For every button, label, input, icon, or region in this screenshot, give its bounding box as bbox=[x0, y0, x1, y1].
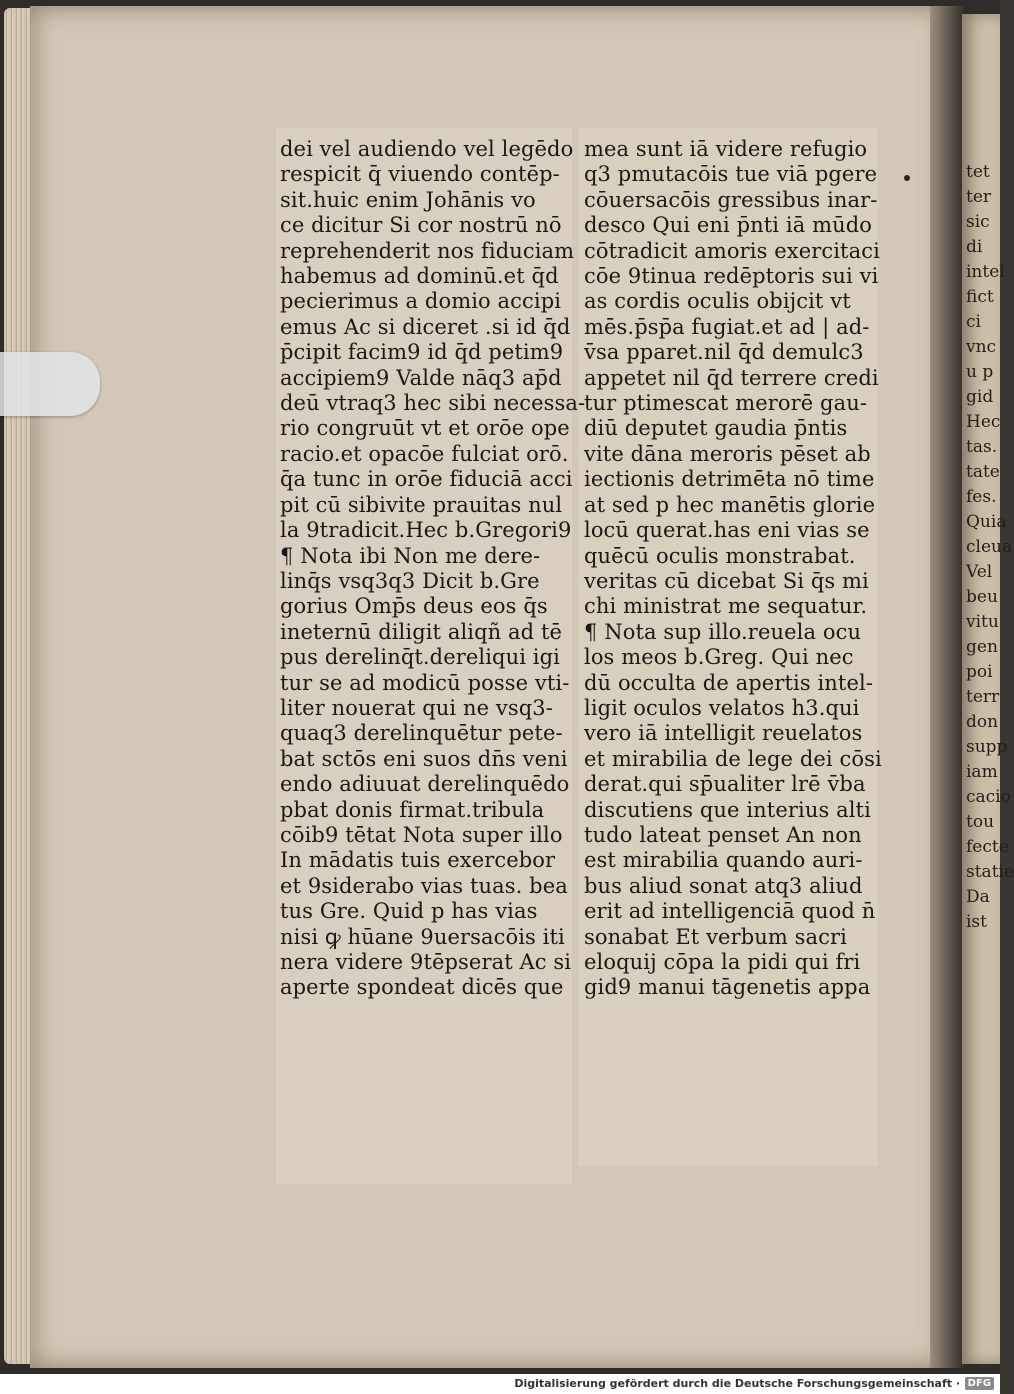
right-column-line: los meos b.Greg. Qui nec bbox=[584, 645, 854, 670]
right-column-line: tur ptimescat merorē gau- bbox=[584, 391, 868, 416]
facing-page-fragment: gid bbox=[966, 387, 994, 407]
right-column-line: vero iā intelligit reuelatos bbox=[584, 721, 863, 746]
facing-page-fragment: sic bbox=[966, 212, 990, 232]
left-column-line: deū vtraq3 hec sibi necessa- bbox=[280, 391, 586, 416]
facing-page-fragment: fecte bbox=[966, 837, 1009, 857]
right-column-line: discutiens que interius alti bbox=[584, 797, 871, 822]
right-text-column bbox=[584, 137, 884, 1001]
left-column-line: gorius Omp̄s deus eos q̄s bbox=[280, 594, 548, 619]
left-column-line: nisi ꝙ hūane 9uersacōis iti bbox=[280, 924, 565, 949]
facing-page-fragment: ci bbox=[966, 312, 981, 332]
right-column-line: derat.qui sp̄ualiter lrē v̄ba bbox=[584, 772, 866, 797]
facing-page-fragment: poi bbox=[966, 662, 993, 682]
right-column-line: tudo lateat penset An non bbox=[584, 822, 862, 847]
facing-page-fragment: u p bbox=[966, 362, 994, 382]
left-column-line: reprehenderit nos fiduciam bbox=[280, 238, 575, 263]
facing-page-fragment: vnc bbox=[966, 337, 997, 357]
left-column-line: et 9siderabo vias tuas. bea bbox=[280, 873, 568, 898]
right-column-line: bus aliud sonat atq3 aliud bbox=[584, 873, 863, 898]
left-column-line: aperte spondeat dicēs que bbox=[280, 975, 564, 1000]
right-column-line: mea sunt iā videre refugio bbox=[584, 137, 868, 161]
facing-page-fragment: Hec bbox=[966, 412, 1001, 432]
right-column-line: appetet nil q̄d terrere credi bbox=[584, 365, 879, 390]
facing-page-fragment: Quia bbox=[966, 512, 1007, 532]
left-column-line: la 9tradicit.Hec b.Gregori9 bbox=[280, 518, 572, 543]
right-column-line: chi ministrat me sequatur. bbox=[584, 594, 868, 619]
left-column-line: nera videre 9tēpserat Ac si bbox=[280, 950, 572, 974]
left-column-line: cōib9 tētat Nota super illo bbox=[280, 822, 563, 847]
facing-page-fragment: don bbox=[966, 712, 999, 732]
right-column-line: cōtradicit amoris exercitaci bbox=[584, 238, 880, 263]
book-gutter bbox=[930, 6, 966, 1368]
left-column-line: p̄cipit facim9 id q̄d petim9 bbox=[280, 340, 564, 365]
right-column-line: veritas cū dicebat Si q̄s mi bbox=[584, 568, 869, 593]
left-column-line: quaq3 derelinquētur pete- bbox=[280, 721, 563, 746]
left-column-line: tus Gre. Quid p has vias bbox=[280, 899, 538, 924]
facing-page-fragment: di bbox=[966, 237, 983, 257]
facing-page-fragment: fict bbox=[966, 287, 994, 307]
right-column-line: desco Qui eni p̄nti iā mūdo bbox=[584, 213, 873, 238]
facing-page-fragment: fes. bbox=[966, 487, 997, 507]
right-column-line: ligit oculos velatos h3.qui bbox=[584, 695, 860, 720]
right-column-line: iectionis detrimēta nō time bbox=[584, 467, 875, 492]
facing-page-fragment: terr bbox=[966, 687, 1000, 707]
left-column-line: accipiem9 Valde nāq3 ap̄d bbox=[280, 365, 562, 390]
facing-page-fragment: tate bbox=[966, 462, 1000, 482]
right-column-line: sonabat Et verbum sacri bbox=[584, 924, 847, 949]
right-column-line: quēcū oculis monstrabat. bbox=[584, 543, 856, 568]
left-column-line: In mādatis tuis exercebor bbox=[280, 848, 556, 873]
left-column-line: racio.et opacōe fulciat orō. bbox=[280, 441, 569, 466]
facing-page-fragment: supp bbox=[966, 737, 1008, 757]
left-column-line: respicit q̄ viuendo contēp- bbox=[280, 162, 560, 187]
left-column-line: emus Ac si diceret .si id q̄d bbox=[280, 314, 571, 339]
right-column-line: cōe 9tinua redēptoris sui vi bbox=[584, 264, 879, 289]
right-column-line: v̄sa pparet.nil q̄d demulc3 bbox=[584, 340, 864, 365]
right-column-line: vite dāna meroris pēset ab bbox=[584, 441, 871, 466]
facing-page-fragment: Vel bbox=[966, 562, 993, 582]
footer-credit: Digitalisierung gefördert durch die Deutsche Forschungsgemeinschaft · bbox=[514, 1377, 960, 1390]
facing-page-fragment: cleua bbox=[966, 537, 1013, 557]
facing-page-fragment: statie bbox=[966, 862, 1014, 882]
facing-page-fragment: vitu bbox=[966, 612, 999, 632]
facing-page-fragment: cacio bbox=[966, 787, 1011, 807]
left-text-column bbox=[280, 137, 586, 1001]
right-column-line: eloquij cōpa la pidi qui fri bbox=[584, 950, 861, 974]
facing-page-fragment: intel bbox=[966, 262, 1005, 282]
facing-page-fragment: beu bbox=[966, 587, 998, 607]
left-column-line: tur se ad modicū posse vti- bbox=[280, 670, 570, 695]
left-column-line: bat sctōs eni suos dn̄s veni bbox=[280, 746, 568, 771]
left-column-line: linq̄s vsq3q3 Dicit b.Gre bbox=[280, 568, 540, 593]
facing-page-fragment: tas. bbox=[966, 437, 998, 457]
left-column-line: ¶ Nota ibi Non me dere- bbox=[280, 543, 541, 568]
left-column-line: ineternū diligit aliqñ ad tē bbox=[280, 619, 563, 644]
right-column-line: gid9 manui tāgenetis appa bbox=[584, 975, 871, 1000]
left-column-line: pbat donis firmat.tribula bbox=[280, 797, 545, 822]
facing-page-fragment: tou bbox=[966, 812, 995, 832]
facing-page-text bbox=[966, 160, 1014, 935]
left-column-line: pecierimus a domio accipi bbox=[280, 289, 562, 314]
left-column-line: ce dicitur Si cor nostrū nō bbox=[280, 213, 562, 238]
facing-page-fragment: Da bbox=[966, 887, 990, 907]
left-column-line: pus derelinq̄t.dereliqui igi bbox=[280, 645, 560, 670]
dfg-logo: DFG bbox=[965, 1377, 994, 1390]
footer-bar bbox=[0, 1374, 1000, 1394]
right-column-line: diū deputet gaudia p̄ntis bbox=[584, 416, 848, 441]
bookmark-tab bbox=[0, 352, 100, 416]
facing-page-fragment: ist bbox=[966, 912, 987, 932]
right-column-line: at sed p hec manētis glorie bbox=[584, 492, 876, 517]
right-column-line: as cordis oculis obijcit vt bbox=[584, 289, 851, 314]
left-column-line: dei vel audiendo vel legēdo bbox=[280, 137, 574, 161]
left-column-line: habemus ad dominū.et q̄d bbox=[280, 264, 559, 289]
right-column-line: cōuersacōis gressibus inar- bbox=[584, 187, 878, 212]
facing-page-fragment: iam bbox=[966, 762, 998, 782]
ink-spot bbox=[904, 175, 910, 181]
right-column-line: est mirabilia quando auri- bbox=[584, 848, 863, 873]
left-column-line: rio congruūt vt et orōe ope bbox=[280, 416, 570, 441]
facing-page-fragment: ter bbox=[966, 187, 992, 207]
right-column-line: ¶ Nota sup illo.reuela ocu bbox=[584, 619, 862, 644]
left-column-line: endo adiuuat derelinquēdo bbox=[280, 772, 570, 797]
facing-page-fragment: gen bbox=[966, 637, 998, 657]
right-column-line: mēs.p̄sp̄a fugiat.et ad | ad- bbox=[584, 314, 870, 339]
right-column-line: erit ad intelligenciā quod n̄ bbox=[584, 899, 876, 924]
left-column-line: q̄a tunc in orōe fiduciā acci bbox=[280, 467, 573, 492]
right-column-line: locū querat.has eni vias se bbox=[584, 518, 870, 543]
right-column-line: et mirabilia de lege dei cōsi bbox=[584, 746, 882, 771]
right-column-line: dū occulta de apertis intel- bbox=[584, 670, 873, 695]
left-column-line: liter nouerat qui ne vsq3- bbox=[280, 695, 553, 720]
left-column-line: sit.huic enim Johānis vo bbox=[280, 187, 536, 212]
right-column-line: q3 pmutacōis tue viā pgere bbox=[584, 162, 878, 187]
facing-page-fragment: tet bbox=[966, 162, 990, 182]
left-column-line: pit cū sibivite prauitas nul bbox=[280, 492, 563, 517]
